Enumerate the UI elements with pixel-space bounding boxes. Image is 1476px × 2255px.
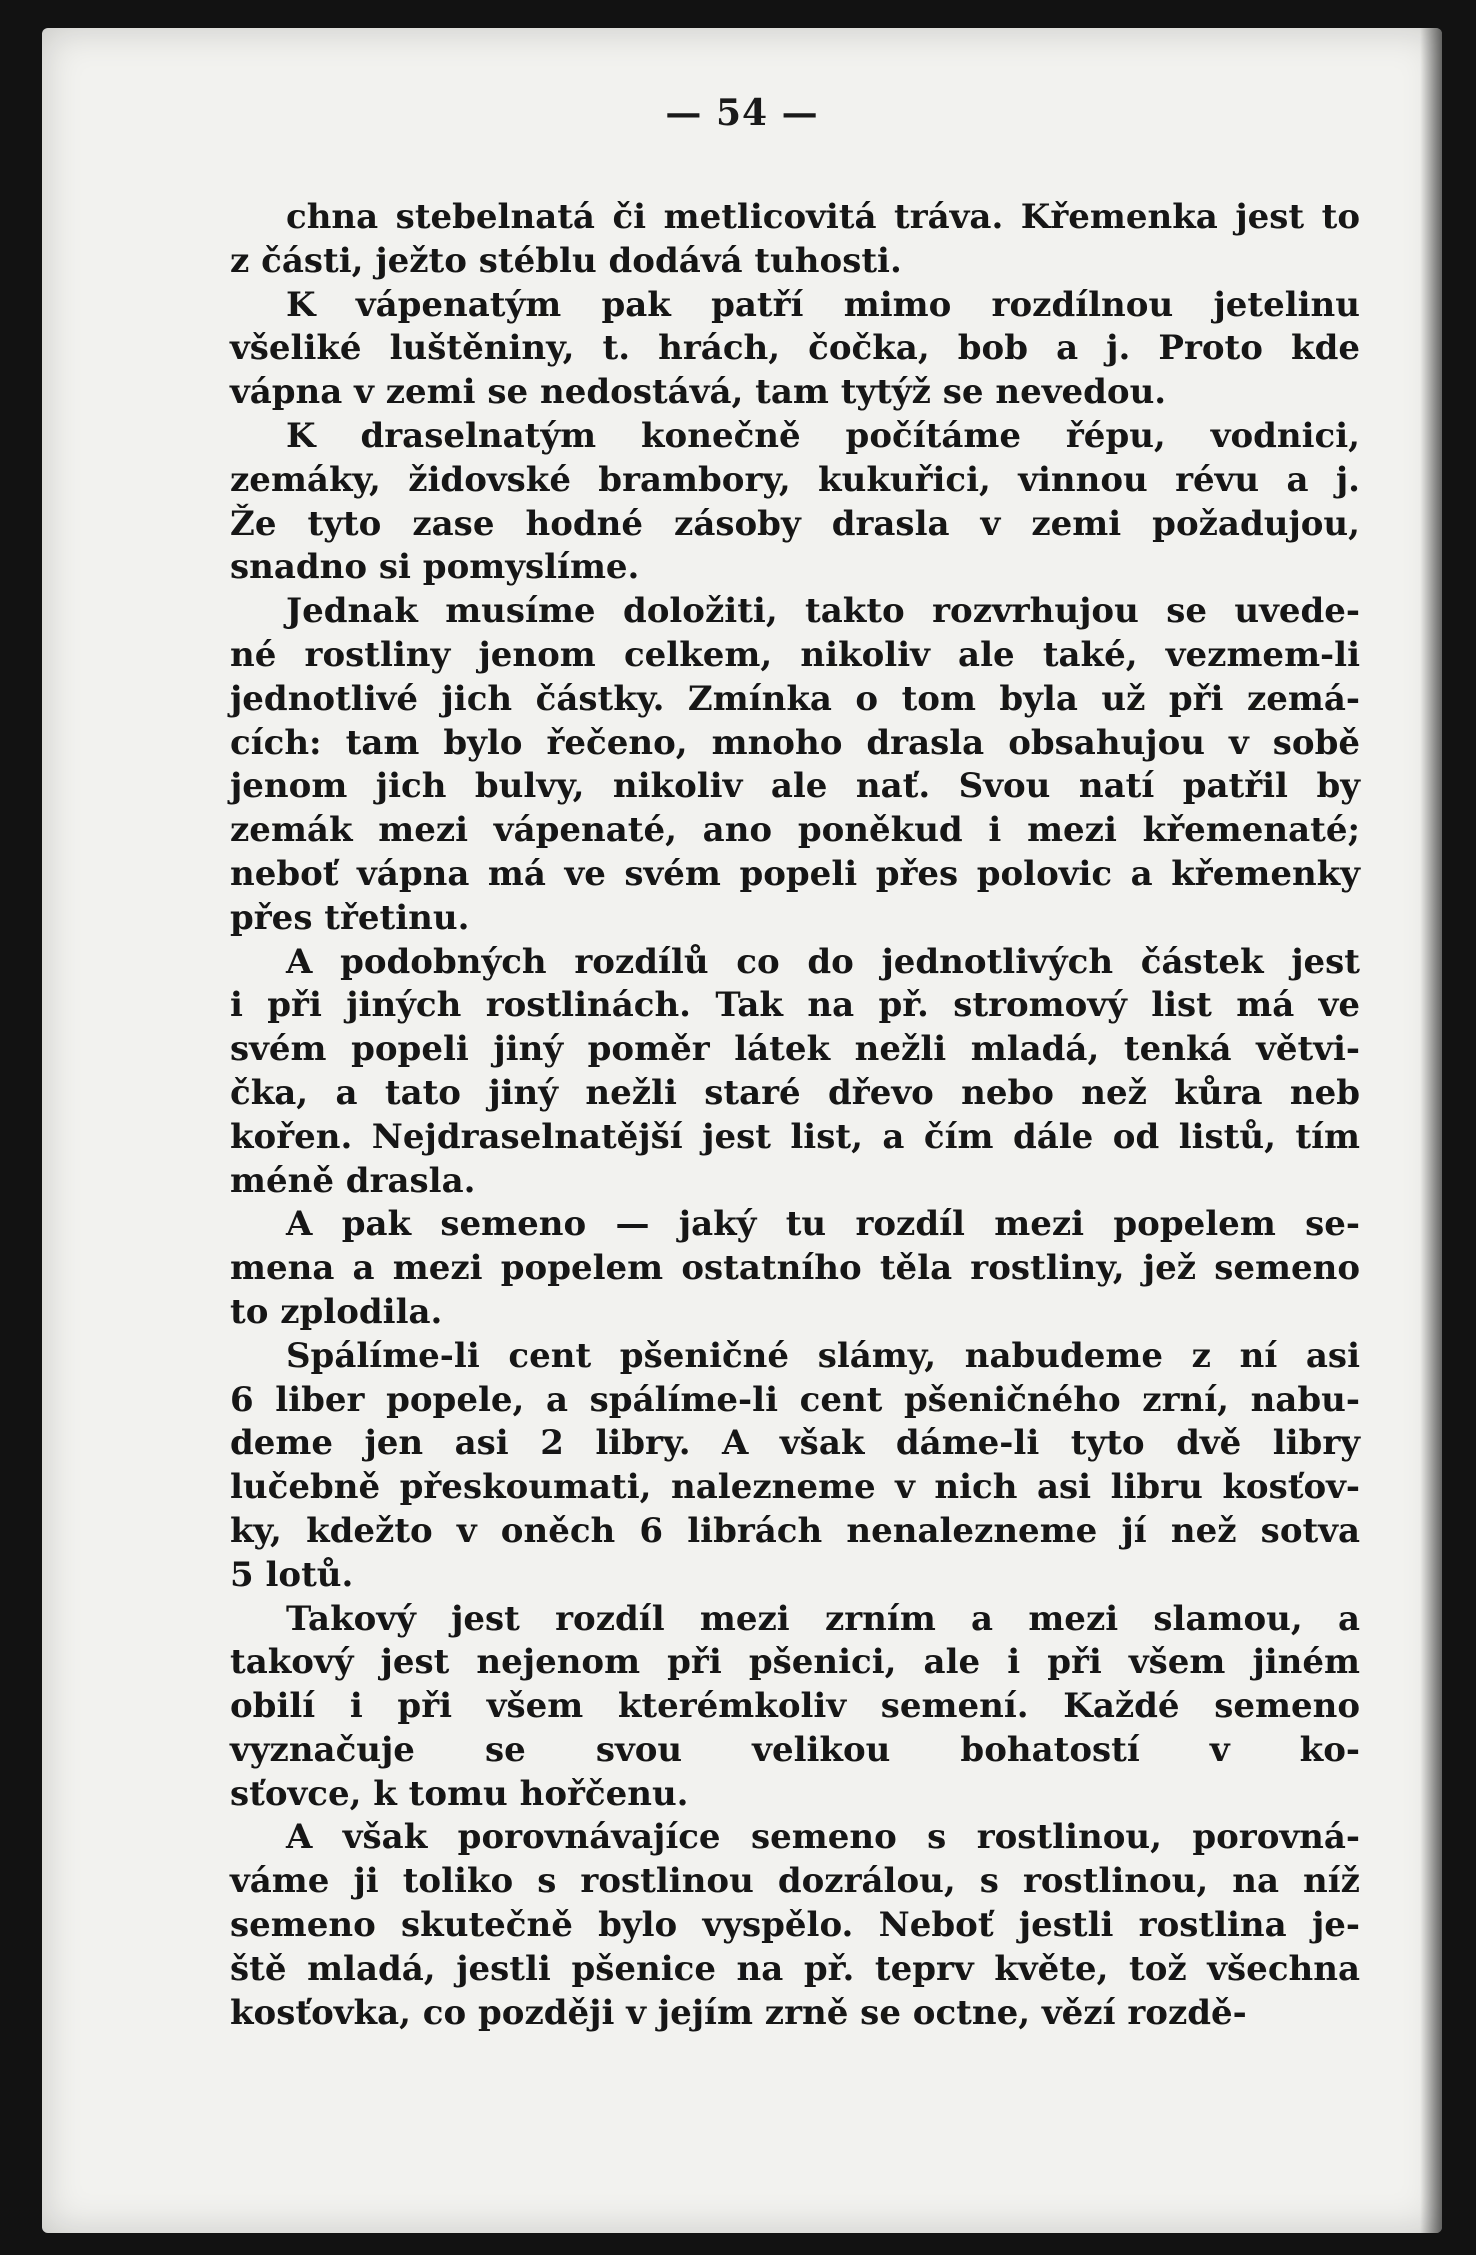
page-number: — 54 — [665,92,819,134]
text-line: neboť vápna má ve svém popeli přes polovic a křemenky [230,853,1360,894]
text-line: svém popeli jiný poměr látek nežli mladá, tenká větvi- [230,1029,1360,1070]
text-line: deme jen asi 2 libry. A však dáme-li tyto dvě libry [230,1423,1360,1464]
paragraph [230,415,1360,590]
text-line: 6 liber popele, a spálíme-li cent pšeničného zrní, nabu- [230,1379,1360,1420]
text-line: cích: tam bylo řečeno, mnoho drasla obsahujou v sobě [230,722,1360,763]
text-line: čka, a tato jiný nežli staré dřevo nebo než kůra neb [230,1072,1360,1113]
text-line: váme ji toliko s rostlinou dozrálou, s rostlinou, na níž [230,1861,1360,1902]
paragraph [230,1598,1360,1817]
text-line: semeno skutečně bylo vyspělo. Neboť jestli rostlina je- [230,1905,1360,1946]
text-line: jednotlivé jich částky. Zmínka o tom byla už při zemá- [230,678,1360,719]
text-line: jenom jich bulvy, nikoliv ale nať. Svou natí patřil by [230,766,1360,807]
text-line: mena a mezi popelem ostatního těla rostliny, jež semeno [230,1248,1360,1289]
paragraph [230,1335,1360,1598]
text-line: A pak semeno — jaký tu rozdíl mezi popelem se- [286,1204,1360,1245]
text-line: takový jest nejenom při pšenici, ale i při všem jiném [230,1642,1360,1683]
text-line: sťovce, k tomu hořčenu. [230,1773,689,1814]
text-line: chna stebelnatá či metlicovitá tráva. Křemenka jest to [286,197,1360,237]
paragraph [230,1816,1360,2035]
text-line: né rostliny jenom celkem, nikoliv ale také, vezmem-li [230,634,1360,675]
text-line: Takový jest rozdíl mezi zrním a mezi slamou, a [286,1598,1360,1639]
text-line: přes třetinu. [230,897,470,938]
text-line: zemák mezi vápenaté, ano poněkud i mezi křemenaté; [230,810,1360,851]
paragraph [230,1203,1360,1334]
book-page [42,28,1442,2233]
text-line: všeliké luštěniny, t. hrách, čočka, bob a j. Proto kde [230,328,1360,369]
paragraph [230,590,1360,940]
text-line: ště mladá, jestli pšenice na př. teprv květe, tož všechna [230,1948,1360,1989]
paragraph [230,284,1360,415]
text-line: K draselnatým konečně počítáme řépu, vodnici, [286,415,1360,456]
text-line: K vápenatým pak patří mimo rozdílnou jetelinu [286,284,1360,325]
text-line: zemáky, židovské brambory, kukuřici, vinnou révu a j. [230,459,1360,500]
body-text [230,196,1360,2035]
text-line: méně drasla. [230,1160,476,1201]
text-line: obilí i při všem kterémkoliv semení. Každé semeno [230,1686,1360,1727]
text-line: 5 lotů. [230,1554,354,1595]
text-line: kosťovka, co později v jejím zrně se octne, vězí rozdě- [230,1992,1247,2033]
page-spine-shadow [1420,28,1442,2233]
text-line: ky, kdežto v oněch 6 librách nenalezneme jí než sotva [230,1510,1360,1551]
text-line: i při jiných rostlinách. Tak na př. stromový list má ve [230,985,1360,1026]
text-line: to zplodila. [230,1291,443,1332]
paragraph [230,941,1360,1204]
text-line: A však porovnávajíce semeno s rostlinou, porovná- [286,1817,1360,1858]
paragraph [230,196,1360,284]
text-line: kořen. Nejdraselnatější jest list, a čím dále od listů, tím [230,1116,1360,1157]
text-line: Že tyto zase hodné zásoby drasla v zemi požadujou, [230,503,1360,544]
text-line: snadno si pomyslíme. [230,547,640,588]
text-line: lučebně přeskoumati, nalezneme v nich asi libru kosťov- [230,1467,1360,1508]
text-line: vyznačuje se svou velikou bohatostí v ko- [230,1729,1360,1770]
text-line: z části, ježto stéblu dodává tuhosti. [230,240,902,281]
text-line: Spálíme-li cent pšeničné slámy, nabudeme z ní asi [286,1335,1360,1376]
text-line: vápna v zemi se nedostává, tam tytýž se nevedou. [230,372,1167,413]
text-line: Jednak musíme doložiti, takto rozvrhujou se uvede- [286,591,1360,632]
text-line: A podobných rozdílů co do jednotlivých částek jest [286,941,1360,982]
